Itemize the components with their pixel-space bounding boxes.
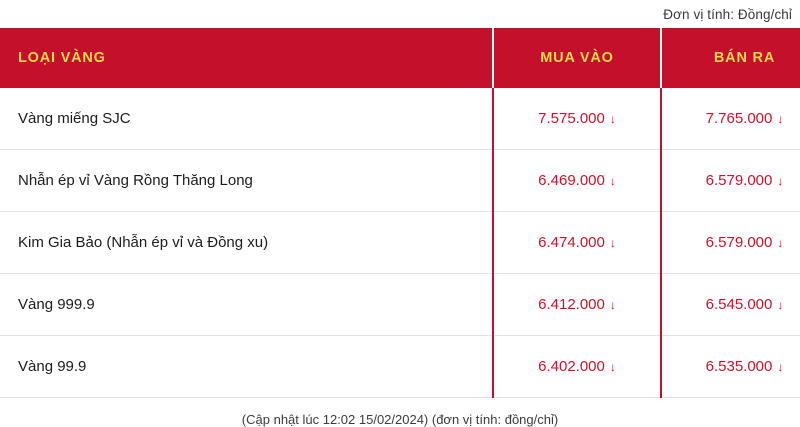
buy-price-cell [493, 150, 661, 212]
gold-type-name: Kim Gia Bảo (Nhẫn ép vỉ và Đồng xu) [0, 212, 493, 274]
table-row [0, 150, 800, 212]
sell-price-cell [661, 274, 800, 336]
column-header-type: LOẠI VÀNG [0, 28, 493, 88]
gold-type-name: Vàng 999.9 [0, 274, 493, 336]
update-timestamp-note: (Cập nhật lúc 12:02 15/02/2024) (đơn vị tính: đồng/chỉ) [241, 412, 559, 427]
sell-price-value: 6.545.000 [705, 296, 773, 313]
gold-type-name: Vàng miếng SJC [0, 88, 493, 150]
column-header-sell: BÁN RA [661, 28, 800, 88]
table-body [0, 88, 800, 398]
sell-price-value: 6.579.000 [705, 172, 773, 189]
unit-note: Đơn vị tính: Đồng/chỉ [663, 7, 792, 22]
column-header-buy: MUA VÀO [493, 28, 661, 88]
buy-price-value: 6.412.000 [538, 296, 605, 313]
table-row [0, 336, 800, 398]
sell-price-cell [661, 212, 800, 274]
sell-price-value: 7.765.000 [705, 110, 773, 127]
buy-price-value: 6.469.000 [538, 172, 605, 189]
buy-price-value: 7.575.000 [538, 110, 605, 127]
sell-price-value: 6.535.000 [705, 358, 773, 375]
table-row [0, 212, 800, 274]
gold-price-table [0, 28, 800, 398]
trend-down-icon: ↓ [609, 236, 616, 250]
buy-price-cell [493, 336, 661, 398]
table-header [0, 28, 800, 88]
sell-price-cell [661, 150, 800, 212]
buy-price-cell [493, 274, 661, 336]
buy-price-value: 6.402.000 [538, 358, 605, 375]
trend-down-icon: ↓ [777, 360, 784, 374]
trend-down-icon: ↓ [777, 174, 784, 188]
trend-down-icon: ↓ [777, 236, 784, 250]
trend-down-icon: ↓ [609, 174, 616, 188]
sell-price-cell [661, 336, 800, 398]
trend-down-icon: ↓ [609, 298, 616, 312]
sell-price-value: 6.579.000 [705, 234, 773, 251]
table-row [0, 274, 800, 336]
table-header-row [0, 28, 800, 88]
trend-down-icon: ↓ [777, 112, 784, 126]
buy-price-value: 6.474.000 [538, 234, 605, 251]
sell-price-cell [661, 88, 800, 150]
trend-down-icon: ↓ [777, 298, 784, 312]
buy-price-cell [493, 88, 661, 150]
gold-type-name: Vàng 99.9 [0, 336, 493, 398]
gold-type-name: Nhẫn ép vỉ Vàng Rồng Thăng Long [0, 150, 493, 212]
table-row [0, 88, 800, 150]
trend-down-icon: ↓ [609, 112, 616, 126]
buy-price-cell [493, 212, 661, 274]
trend-down-icon: ↓ [609, 360, 616, 374]
